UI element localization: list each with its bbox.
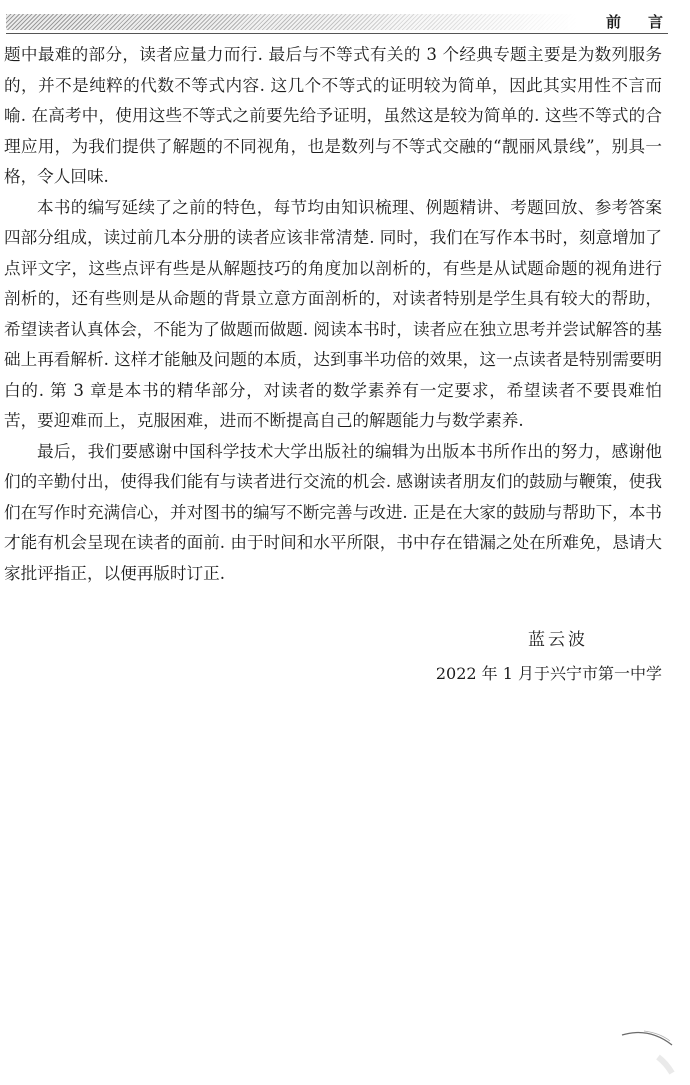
date-and-place: 2022 年 1 月于兴宁市第一中学 [435,664,662,683]
page-header-title: 前言 [606,13,690,31]
preface-body [4,40,662,589]
paragraph-book-features: 本书的编写延续了之前的特色，每节均由知识梳理、例题精讲、考题回放、参考答案四部分组成，读过前几本分册的读者应该非常清楚. 同时，我们在写作本书时，刻意增加了点评文字，这些点评有些是从解题技巧的角度加以剖析的，有些是从试题命题的视角进行剖析的，还有些则是从命题的背景立意方面剖析的，对读者特别是学生具有较大的帮助，希望读者认真体会，不能为了做题而做题. 阅读本书时，读者应在独立思考并尝试解答的基础上再看解析. 这样才能触及问题的本质，达到事半功倍的效果，这一点读者是特别需要明白的. 第 3 章是本书的精华部分，对读者的数学素养有一定要求，希望读者不要畏难怕苦，要迎难而上，克服困难，进而不断提高自己的解题能力与数学素养. [4,197,662,430]
page-curl-decoration [614,1005,674,1075]
paragraph-continued: 题中最难的部分，读者应量力而行. 最后与不等式有关的 3 个经典专题主要是为数列服务的，并不是纯粹的代数不等式内容. 这几个不等式的证明较为简单，因此其实用性不言而喻. 在高考中，使用这些不等式之前要先给予证明，虽然这是较为简单的. 这些不等式的合理应用，为我们提供了解题的不同视角，也是数列与不等式交融的“靓丽风景线”，别具一格，令人回味. [4,45,662,186]
paragraph-acknowledgements: 最后，我们要感谢中国科学技术大学出版社的编辑为出版本书所作出的努力，感谢他们的辛勤付出，使得我们能有与读者进行交流的机会. 感谢读者朋友们的鼓励与鞭策，使我们在写作时充满信心，并对图书的编写不断完善与改进. 正是在大家的鼓励与帮助下，本书才能有机会呈现在读者的面前. 由于时间和水平所限，书中存在错漏之处在所难免，恳请大家批评指正，以便再版时订正. [4,441,662,583]
header-decorative-band [6,14,578,30]
header-divider [6,33,668,34]
author-signature: 蓝云波 [528,630,588,650]
